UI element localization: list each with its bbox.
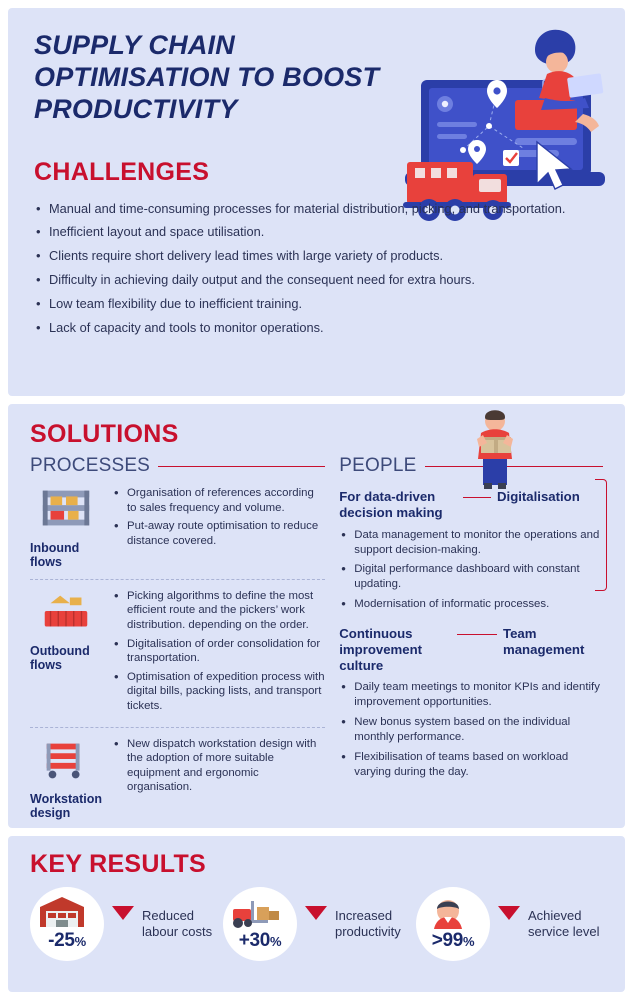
list-item: • Lack of capacity and tools to monitor operations. [34,320,599,337]
block-headings [339,489,603,521]
list-item: • Picking algorithms to define the most efficient route and the pickers’ work distribution. depending on the order. [112,589,325,633]
list-item: • Flexibilisation of teams based on workload varying during the day. [339,750,603,780]
title-rule [158,466,325,467]
key-results-panel [8,836,625,992]
result-circle [416,887,490,961]
team-management-list [339,680,603,779]
arrow-down-icon [112,906,134,920]
people-block-team [339,626,603,780]
list-item: • Organisation of references according to sales frequency and volume. [112,486,325,515]
team-management-heading: Team management [503,625,585,657]
result-label: Reduced labour costs [142,908,213,939]
heading-connector [457,634,497,635]
inbound-flows-list [112,486,325,552]
people-title: PEOPLE [339,455,603,477]
block-headings [339,626,603,674]
processes-title: PROCESSES [30,455,325,477]
process-row-outbound [30,580,325,728]
continuous-improvement-heading: Continuous improvement culture [339,625,423,673]
outbound-flows-list [112,589,325,718]
result-label: Achieved service level [528,908,600,939]
outbound-flows-label: Outbound flows [30,643,90,673]
list-item: • Daily team meetings to monitor KPIs and identify improvement opportunities. [339,680,603,710]
result-value: +30% [238,930,282,951]
page-title: SUPPLY CHAIN OPTIMISATION TO BOOST PRODUCTIVITY [34,30,380,124]
list-item: • Difficulty in achieving daily output and the consequent need for extra hours. [34,272,599,289]
list-item: • Clients require short delivery lead times with large variety of products. [34,248,599,265]
arrow-down-icon [305,906,327,920]
data-driven-heading: For data-driven decision making [339,489,443,520]
result-item-productivity [223,887,410,961]
result-circle [30,887,104,961]
list-item: • Digitalisation of order consolidation for transportation. [112,637,325,666]
list-item: • New bonus system based on the individual monthly performance. [339,715,603,745]
process-row-inbound [30,477,325,580]
result-label: Increased productivity [335,908,401,939]
processes-column [30,455,325,828]
result-value: >99% [431,930,475,951]
result-item-service-level [416,887,603,961]
inbound-flows-label: Inbound flows [30,541,80,570]
worker-avatar-icon [416,895,490,929]
list-item: • New dispatch workstation design with the adoption of more suitable equipment and ergonomic organisation. [112,737,325,795]
list-item: • Digital performance dashboard with constant updating. [339,562,603,592]
list-item: • Data management to monitor the operations and support decision-making. [339,528,603,558]
solutions-heading: SOLUTIONS [30,420,179,448]
list-item: • Modernisation of informatic processes. [339,597,603,612]
list-item: • Inefficient layout and space utilisation. [34,224,599,241]
digitalisation-list [339,528,603,612]
results-row [30,887,603,961]
people-column [339,455,603,828]
challenges-heading: CHALLENGES [34,157,210,186]
workstation-design-label: Workstation design [30,791,102,820]
forklift-icon [223,895,297,929]
warehouse-icon [30,895,104,929]
results-heading: KEY RESULTS [30,850,207,878]
heading-connector [463,497,491,498]
digitalisation-heading: Digitalisation [497,489,580,504]
result-value: -25% [48,930,86,951]
worker-carrying-box-illustration [453,404,537,491]
solutions-panel [8,404,625,828]
warehouse-shelf-icon [30,486,102,570]
list-item: • Low team flexibility due to inefficient training. [34,296,599,313]
challenges-panel [8,8,625,396]
people-block-digitalisation [339,489,603,612]
process-row-workstation [30,728,325,829]
result-item-labour-costs [30,887,217,961]
list-item: • Optimisation of expedition process with digital bills, packing lists, and transport tickets. [112,670,325,714]
list-item: • Manual and time-consuming processes for material distribution, picking, and transportation. [34,201,599,218]
workstation-design-list [112,737,325,799]
workstation-cart-icon [30,737,102,821]
arrow-down-icon [498,906,520,920]
list-item: • Put-away route optimisation to reduce distance covered. [112,519,325,548]
forklift-container-icon [30,589,102,673]
result-circle [223,887,297,961]
